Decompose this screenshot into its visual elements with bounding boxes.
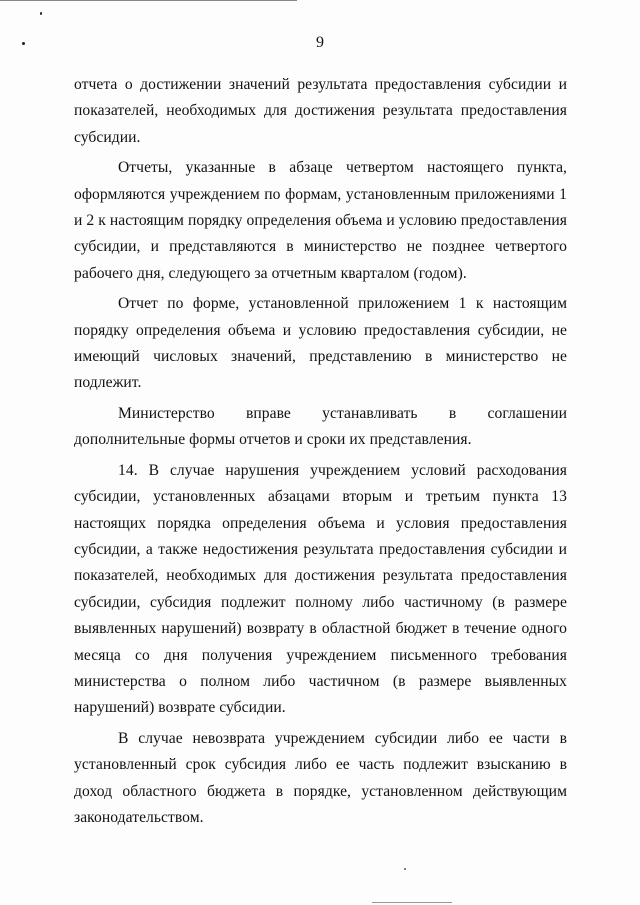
document-body: [74, 72, 567, 831]
scan-speck: [40, 12, 42, 15]
paragraph-additional-forms: Министерство вправе устанавливать в соглашении дополнительные формы отчетов и сроки их представления.: [74, 404, 567, 449]
paragraph-report-form-1: Отчет по форме, установленной приложением 1 к настоящим порядку определения объема и условию предоставления субсидии, не имеющий числовых значений, представлению в министерство не подлежит.: [74, 295, 567, 392]
paragraph-item-14: 14. В случае нарушения учреждением условий расходования субсидии, установленных абзацами вторым и третьим пункта 13 настоящих порядка определения объема и условия предоставления субсидии, а также недостижения результата предоставления субсидии и показателей, необходимых для достижения результата предоставления субсидии, субсидия подлежит полному либо частичному (в размере выявленных нарушений) возврату в областной бюджет в течение одного месяца со дня получения учреждением письменного требования министерства о полном либо частичном (в размере выявленных нарушений) возврате субсидии.: [74, 461, 567, 717]
bottom-scan-line: [372, 902, 452, 903]
top-scan-line: [0, 0, 297, 1]
page-number: 9: [316, 34, 324, 51]
scan-speck: [404, 868, 406, 870]
paragraph-reports-forms: Отчеты, указанные в абзаце четвертом настоящего пункта, оформляются учреждением по формам, установленным приложениями 1 и 2 к настоящим порядку определения объема и условию предоставления субсидии, и представляются в министерство не позднее четвертого рабочего дня, следующего за отчетным кварталом (годом).: [74, 159, 567, 282]
paragraph-continuation: отчета о достижении значений результата предоставления субсидии и показателей, необходимых для достижения результата предоставления субсидии.: [74, 76, 567, 146]
paragraph-non-return: В случае невозврата учреждением субсидии либо ее части в установленный срок субсидия либо ее часть подлежит взысканию в доход областного бюджета в порядке, установленном действующим законодательством.: [74, 729, 567, 826]
